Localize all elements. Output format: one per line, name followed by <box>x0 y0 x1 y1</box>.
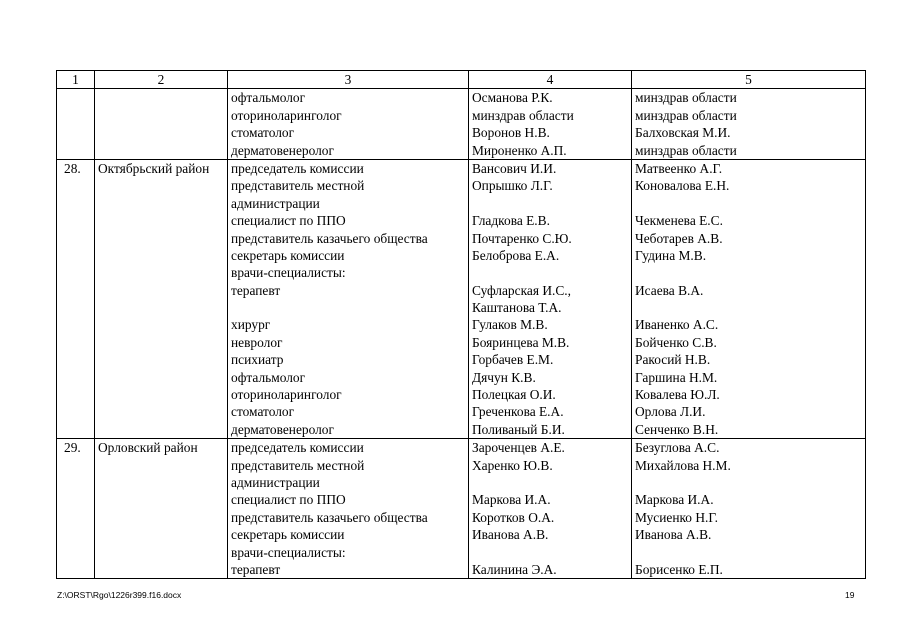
cell-line: Белоброва Е.А. <box>472 247 560 263</box>
cell-line: Воронов Н.В. <box>472 125 550 141</box>
cell-line: Каштанова Т.А. <box>472 300 562 316</box>
cell-line: Иванова А.В. <box>635 527 712 543</box>
cell-line: Гладкова Е.В. <box>472 213 550 229</box>
cell-line <box>635 264 862 281</box>
cell-line: Матвеенко А.Г. <box>635 160 723 176</box>
cell-line: представитель местной <box>231 457 365 473</box>
commission-table <box>56 70 866 579</box>
cell-line: Иваненко А.С. <box>635 317 719 333</box>
district-cell <box>95 439 228 579</box>
roles-cell <box>228 89 469 160</box>
members-cell <box>469 159 632 438</box>
cell-line: Безуглова А.С. <box>635 440 720 456</box>
cell-line: Горбачев Е.М. <box>472 352 554 368</box>
cell-line <box>635 299 862 316</box>
table-row <box>57 439 866 579</box>
footer-file-path: Z:\ORST\Rgo\1226r399.f16.docx <box>57 590 182 600</box>
cell-line: стоматолог <box>231 125 295 141</box>
cell-line: Гаршина Н.М. <box>635 369 718 385</box>
cell-line: врачи-специалисты: <box>231 265 346 281</box>
cell-line: Полецкая О.И. <box>472 387 556 403</box>
table-row <box>57 89 866 160</box>
cell-line: офтальмолог <box>231 90 306 106</box>
cell-text: 28. <box>64 160 81 176</box>
roles-cell <box>228 439 469 579</box>
cell-text <box>64 89 91 106</box>
cell-line: Ракосий Н.В. <box>635 352 711 368</box>
members-cell <box>469 89 632 160</box>
cell-line: Орлова Л.И. <box>635 404 706 420</box>
cell-line: Балховская М.И. <box>635 125 731 141</box>
cell-line: Михайлова Н.М. <box>635 457 731 473</box>
cell-line: Поливаный Б.И. <box>472 421 565 437</box>
cell-line <box>472 195 628 212</box>
cell-line: представитель казачьего общества <box>231 509 428 525</box>
cell-line: представитель казачьего общества <box>231 230 428 246</box>
cell-line: представитель местной <box>231 178 365 194</box>
cell-text: Орловский район <box>98 440 198 456</box>
cell-line <box>472 474 628 491</box>
cell-line: Калинина Э.А. <box>472 561 557 577</box>
cell-line: минздрав области <box>635 107 737 123</box>
cell-text: Октябрьский район <box>98 160 210 176</box>
cell-line: хирург <box>231 317 271 333</box>
table-row <box>57 159 866 438</box>
cell-line: Гулаков М.В. <box>472 317 548 333</box>
cell-line: оториноларинголог <box>231 387 342 403</box>
table-header-row <box>57 71 866 89</box>
cell-line: Чекменева Е.С. <box>635 213 723 229</box>
district-cell <box>95 89 228 160</box>
cell-line: Сенченко В.Н. <box>635 421 719 437</box>
cell-line: терапевт <box>231 282 281 298</box>
cell-line: Бояринцева М.В. <box>472 334 570 350</box>
cell-line: Маркова И.А. <box>635 492 714 508</box>
cell-line: Бойченко С.В. <box>635 334 717 350</box>
cell-line: стоматолог <box>231 404 295 420</box>
header-cell: 3 <box>228 71 469 89</box>
roles-cell <box>228 159 469 438</box>
cell-line: Суфларская И.С., <box>472 282 571 298</box>
cell-line: врачи-специалисты: <box>231 544 346 560</box>
district-cell <box>95 159 228 438</box>
cell-line <box>635 544 862 561</box>
cell-line: Борисенко Е.П. <box>635 561 723 577</box>
cell-line <box>472 544 628 561</box>
cell-line: Маркова И.А. <box>472 492 551 508</box>
cell-line: дерматовенеролог <box>231 142 334 158</box>
cell-line <box>635 195 862 212</box>
cell-line: администрации <box>231 475 320 490</box>
cell-line: оториноларинголог <box>231 107 342 123</box>
cell-line: Мусиенко Н.Г. <box>635 509 718 525</box>
cell-text: 29. <box>64 440 81 456</box>
row-number-cell <box>57 159 95 438</box>
cell-line: Коротков О.А. <box>472 509 555 525</box>
cell-line: Чеботарев А.В. <box>635 230 723 246</box>
footer-page-number: 19 <box>845 590 855 600</box>
cell-line: Почтаренко С.Ю. <box>472 230 572 246</box>
cell-line: Мироненко А.П. <box>472 142 567 158</box>
cell-line: Коновалова Е.Н. <box>635 178 730 194</box>
cell-line <box>635 474 862 491</box>
cell-line: Османова Р.К. <box>472 90 553 106</box>
cell-line: специалист по ППО <box>231 492 346 508</box>
cell-line: минздрав области <box>635 90 737 106</box>
header-cell: 2 <box>95 71 228 89</box>
cell-line: Исаева В.А. <box>635 282 704 298</box>
cell-line <box>231 299 465 316</box>
cell-line: председатель комиссии <box>231 160 364 176</box>
cell-line: секретарь комиссии <box>231 527 345 543</box>
cell-line: Иванова А.В. <box>472 527 549 543</box>
cell-line: офтальмолог <box>231 369 306 385</box>
cell-line: дерматовенеролог <box>231 421 334 437</box>
cell-line: минздрав области <box>635 142 737 158</box>
cell-line: терапевт <box>231 561 281 577</box>
cell-line: Зароченцев А.Е. <box>472 440 565 456</box>
substitutes-cell <box>632 89 866 160</box>
cell-line: психиатр <box>231 352 284 368</box>
cell-line: минздрав области <box>472 107 574 123</box>
cell-line: секретарь комиссии <box>231 247 345 263</box>
header-cell: 4 <box>469 71 632 89</box>
header-cell: 1 <box>57 71 95 89</box>
substitutes-cell <box>632 159 866 438</box>
row-number-cell <box>57 439 95 579</box>
cell-line: Ковалева Ю.Л. <box>635 387 720 403</box>
cell-line: Гудина М.В. <box>635 247 707 263</box>
substitutes-cell <box>632 439 866 579</box>
cell-line: Харенко Ю.В. <box>472 457 553 473</box>
cell-line: специалист по ППО <box>231 213 346 229</box>
cell-line: невролог <box>231 334 283 350</box>
cell-line: Опрышко Л.Г. <box>472 178 553 194</box>
cell-line: Вансович И.И. <box>472 160 557 176</box>
cell-line: Дячун К.В. <box>472 369 536 385</box>
cell-line: администрации <box>231 195 320 211</box>
members-cell <box>469 439 632 579</box>
header-cell: 5 <box>632 71 866 89</box>
cell-text <box>98 89 224 106</box>
cell-line <box>472 264 628 281</box>
cell-line: председатель комиссии <box>231 440 364 456</box>
row-number-cell <box>57 89 95 160</box>
cell-line: Греченкова Е.А. <box>472 404 564 420</box>
